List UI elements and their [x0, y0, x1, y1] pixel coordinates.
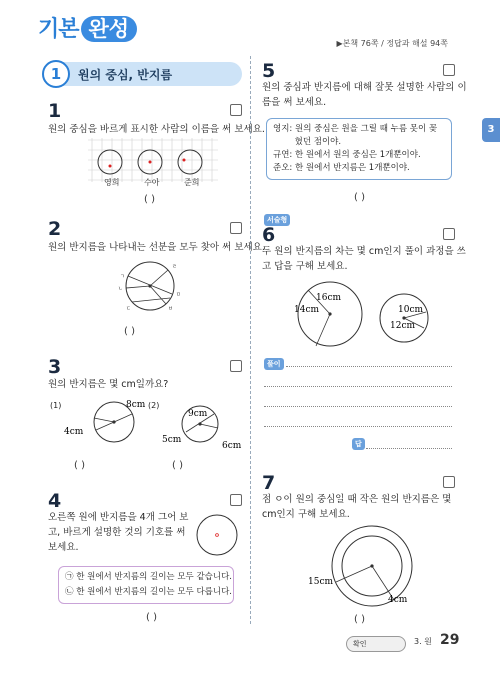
q1-name-3: 준희 — [184, 178, 200, 187]
q7-text-line2: cm인지 구해 보세요. — [262, 509, 350, 520]
check-box[interactable]: 확인 — [346, 636, 406, 652]
q5-statement-3: 준오: 한 원에서 반지름은 1개뿐이야. — [273, 163, 410, 173]
logo-text-right: 완성 — [81, 16, 138, 42]
q3-sub2-label: (2) — [148, 401, 160, 410]
q2-label-6: ㅂ — [168, 306, 173, 312]
page-reference: ▶본책 76쪽 / 정답과 해설 94쪽 — [336, 39, 448, 48]
q4-text-line1: 오른쪽 원에 반지름을 4개 그어 보 — [48, 512, 189, 523]
q5-answer[interactable]: ( ) — [354, 192, 365, 203]
q4-option-2[interactable]: ㉡ 한 원에서 반지름의 길이는 모두 다릅니다. — [65, 587, 233, 597]
logo-text-left: 기본 — [38, 17, 79, 42]
q4-option-1[interactable]: ㉠ 한 원에서 반지름의 길이는 모두 같습니다. — [65, 572, 233, 582]
q4-options-box — [58, 566, 234, 604]
q2-label-1: ㄱ — [120, 274, 125, 280]
q7-number: 7 — [262, 472, 276, 494]
q2-text: 원의 반지름을 나타내는 선분을 모두 찾아 써 보세요. — [48, 242, 265, 253]
q6-small-circle — [374, 290, 438, 346]
q5-checkbox[interactable] — [443, 64, 455, 76]
q6-number: 6 — [262, 224, 276, 246]
chapter-tab[interactable]: 3 — [482, 118, 500, 142]
q6-solve-line-3[interactable] — [264, 406, 452, 407]
q2-figure — [110, 258, 190, 318]
q2-label-2: ㄴ — [118, 286, 123, 292]
q3-answer-1[interactable]: ( ) — [74, 460, 85, 471]
q6-badge: 서술형 — [264, 214, 290, 226]
q6-solve-line-2[interactable] — [264, 386, 452, 387]
q5-statement-1b: 혔던 점이야. — [273, 137, 342, 147]
q7-checkbox[interactable] — [443, 476, 455, 488]
q3-answer-2[interactable]: ( ) — [172, 460, 183, 471]
q4-checkbox[interactable] — [230, 494, 242, 506]
topic-number: 1 — [42, 60, 70, 88]
q6-solve-line-4[interactable] — [264, 426, 452, 427]
q5-text-line2: 름을 써 보세요. — [262, 97, 327, 108]
footer-section: 3. 원 — [414, 637, 432, 646]
q3-fig2-label-c: 6cm — [222, 441, 242, 451]
q5-statements-box — [266, 118, 452, 180]
q3-fig1-label-b: 4cm — [64, 427, 84, 437]
q6-big-circle — [290, 278, 370, 352]
q6-small-label-b: 12cm — [390, 321, 416, 331]
q6-small-label-a: 10cm — [398, 305, 424, 315]
q6-big-label-b: 14cm — [294, 305, 320, 315]
q3-fig2-label-b: 5cm — [162, 435, 182, 445]
series-logo — [38, 12, 178, 50]
q6-answer-line[interactable] — [366, 448, 452, 449]
q1-number: 1 — [48, 100, 62, 122]
q3-figure-2 — [160, 400, 250, 456]
q6-checkbox[interactable] — [443, 228, 455, 240]
q6-text-line2: 고 답을 구해 보세요. — [262, 261, 348, 272]
page-number: 29 — [440, 632, 460, 648]
q7-label-gap: 4cm — [388, 595, 408, 605]
q6-solve-line-1[interactable] — [286, 366, 452, 367]
q1-name-1: 영희 — [104, 178, 120, 187]
q7-answer[interactable]: ( ) — [354, 614, 365, 625]
q3-number: 3 — [48, 356, 62, 378]
q1-checkbox[interactable] — [230, 104, 242, 116]
q2-label-3: ㄷ — [126, 306, 131, 312]
q3-fig1-label-a: 8cm — [126, 400, 146, 410]
q5-text-line1: 원의 중심과 반지름에 대해 잘못 설명한 사람의 이 — [262, 82, 467, 93]
q2-answer[interactable]: ( ) — [124, 326, 135, 337]
q1-text: 원의 중심을 바르게 표시한 사람의 이름을 써 보세요. — [48, 124, 265, 135]
q4-answer[interactable]: ( ) — [146, 612, 157, 623]
q2-label-4: ㄹ — [172, 264, 177, 270]
q6-text-line1: 두 원의 반지름의 차는 몇 cm인지 풀이 과정을 쓰 — [262, 246, 466, 257]
q6-big-label-a: 16cm — [316, 293, 342, 303]
q5-statement-2: 규연: 한 원에서 원의 중심은 1개뿐이야. — [273, 150, 421, 160]
q1-name-2: 수아 — [144, 178, 160, 187]
q2-label-5: ㅁ — [176, 292, 181, 298]
q3-sub1-label: (1) — [50, 401, 62, 410]
q3-checkbox[interactable] — [230, 360, 242, 372]
column-divider — [250, 56, 251, 624]
q6-answer-label: 답 — [352, 438, 365, 450]
q4-text-line2: 고, 바르게 설명한 것의 기호를 써 — [48, 527, 186, 538]
q3-fig2-label-a: 9cm — [188, 409, 208, 419]
topic-bar — [42, 62, 242, 86]
q7-label-outer: 15cm — [308, 577, 334, 587]
q7-text-line1: 점 ㅇ이 원의 중심일 때 작은 원의 반지름은 몇 — [262, 494, 452, 505]
q2-checkbox[interactable] — [230, 222, 242, 234]
q2-number: 2 — [48, 218, 62, 240]
q1-answer[interactable]: ( ) — [144, 194, 155, 205]
q6-solve-label: 풀이 — [264, 358, 284, 370]
q7-figure — [304, 520, 424, 608]
q3-text: 원의 반지름은 몇 cm일까요? — [48, 379, 169, 390]
q4-number: 4 — [48, 490, 62, 512]
q5-number: 5 — [262, 60, 276, 82]
q4-text-line3: 보세요. — [48, 542, 79, 553]
q3-figure-1 — [60, 394, 150, 448]
q4-circle[interactable] — [194, 512, 240, 558]
q5-statement-1a: 영지: 원의 중심은 원을 그릴 때 누름 못이 꽂 — [273, 124, 438, 134]
topic-title: 원의 중심, 반지름 — [78, 68, 173, 82]
